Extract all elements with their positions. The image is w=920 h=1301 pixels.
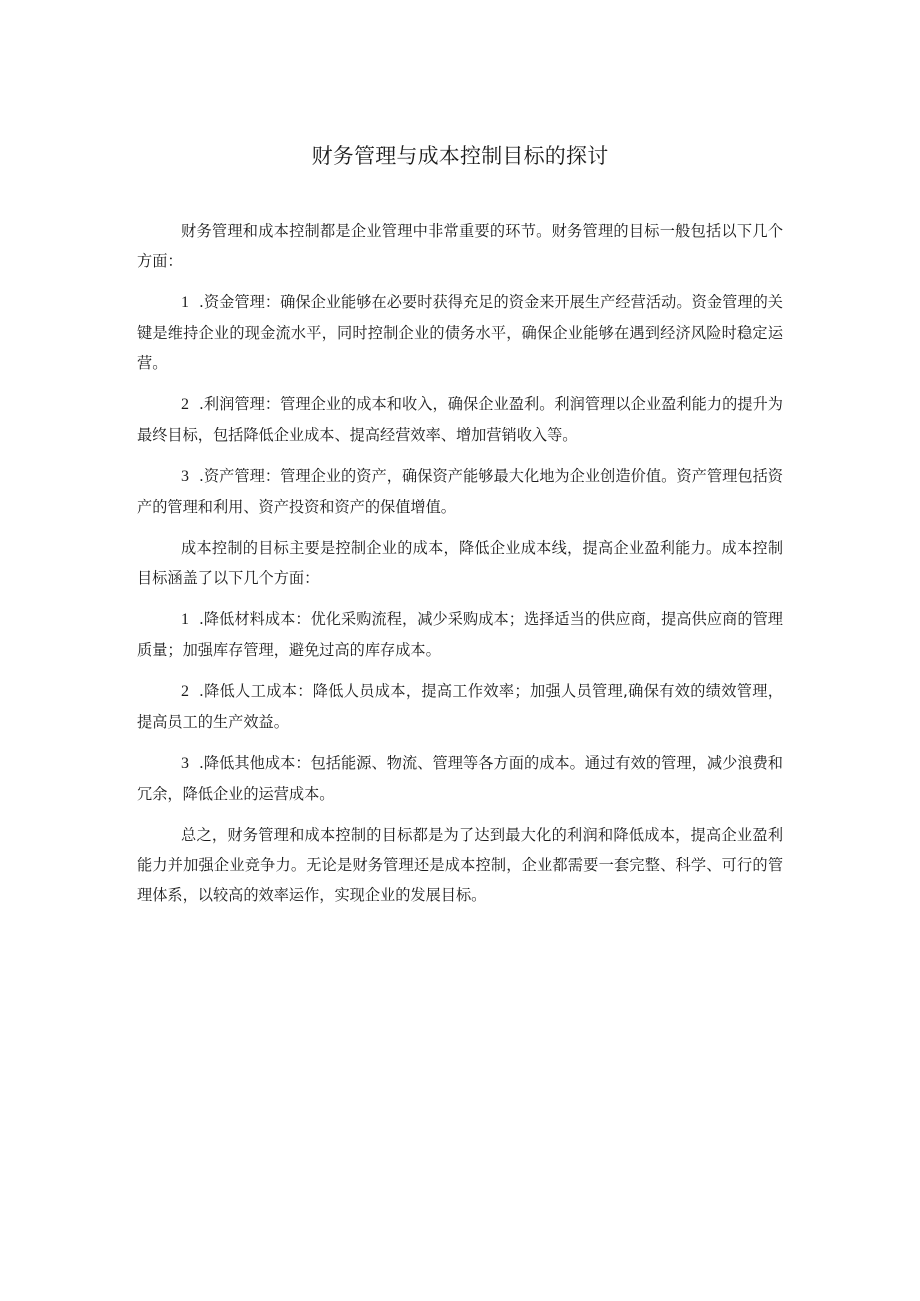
cost-goal-item: [137, 676, 783, 737]
item-number: 3: [181, 755, 189, 772]
cost-control-intro-paragraph: [137, 533, 783, 593]
paragraph-text: 财务管理和成本控制都是企业管理中非常重要的环节。财务管理的目标一般包括以下几个方面：: [137, 222, 783, 270]
cost-goal-item: [137, 748, 783, 809]
paragraph-text: .资产管理：管理企业的资产，确保资产能够最大化地为企业创造价值。资产管理包括资产的管理和利用、资产投资和资产的保值增值。: [137, 467, 783, 516]
paragraph-text: .降低人工成本：降低人员成本，提高工作效率；加强人员管理,确保有效的绩效管理，提高员工的生产效益。: [137, 682, 783, 731]
item-number: 1: [181, 294, 189, 311]
finance-goal-item: [137, 461, 783, 522]
paragraph-text: .降低其他成本：包括能源、物流、管理等各方面的成本。通过有效的管理，减少浪费和冗余，降低企业的运营成本。: [137, 754, 783, 803]
paragraph-text: .降低材料成本：优化采购流程，减少采购成本；选择适当的供应商，提高供应商的管理质量；加强库存管理，避免过高的库存成本。: [137, 610, 783, 659]
finance-goal-item: [137, 389, 783, 450]
cost-goal-item: [137, 604, 783, 665]
item-number: 1: [181, 611, 189, 628]
document-title: 财务管理与成本控制目标的探讨: [311, 144, 609, 168]
item-number: 2: [181, 683, 189, 700]
item-number: 2: [181, 396, 189, 413]
conclusion-paragraph: [137, 820, 783, 910]
item-number: 3: [181, 468, 189, 485]
paragraph-text: 成本控制的目标主要是控制企业的成本，降低企业成本线，提高企业盈利能力。成本控制目标涵盖了以下几个方面：: [137, 539, 783, 587]
paragraph-text: 总之，财务管理和成本控制的目标都是为了达到最大化的利润和降低成本，提高企业盈利能力并加强企业竞争力。无论是财务管理还是成本控制，企业都需要一套完整、科学、可行的管理体系，以较高的效率运作，实现企业的发展目标。: [137, 826, 783, 904]
document-body: [137, 216, 783, 921]
finance-goal-item: [137, 287, 783, 378]
paragraph-text: .利润管理：管理企业的成本和收入，确保企业盈利。利润管理以企业盈利能力的提升为最终目标，包括降低企业成本、提高经营效率、增加营销收入等。: [137, 395, 783, 444]
paragraph-text: .资金管理：确保企业能够在必要时获得充足的资金来开展生产经营活动。资金管理的关键是维持企业的现金流水平，同时控制企业的债务水平，确保企业能够在遇到经济风险时稳定运营。: [137, 293, 783, 372]
intro-paragraph: [137, 216, 783, 276]
